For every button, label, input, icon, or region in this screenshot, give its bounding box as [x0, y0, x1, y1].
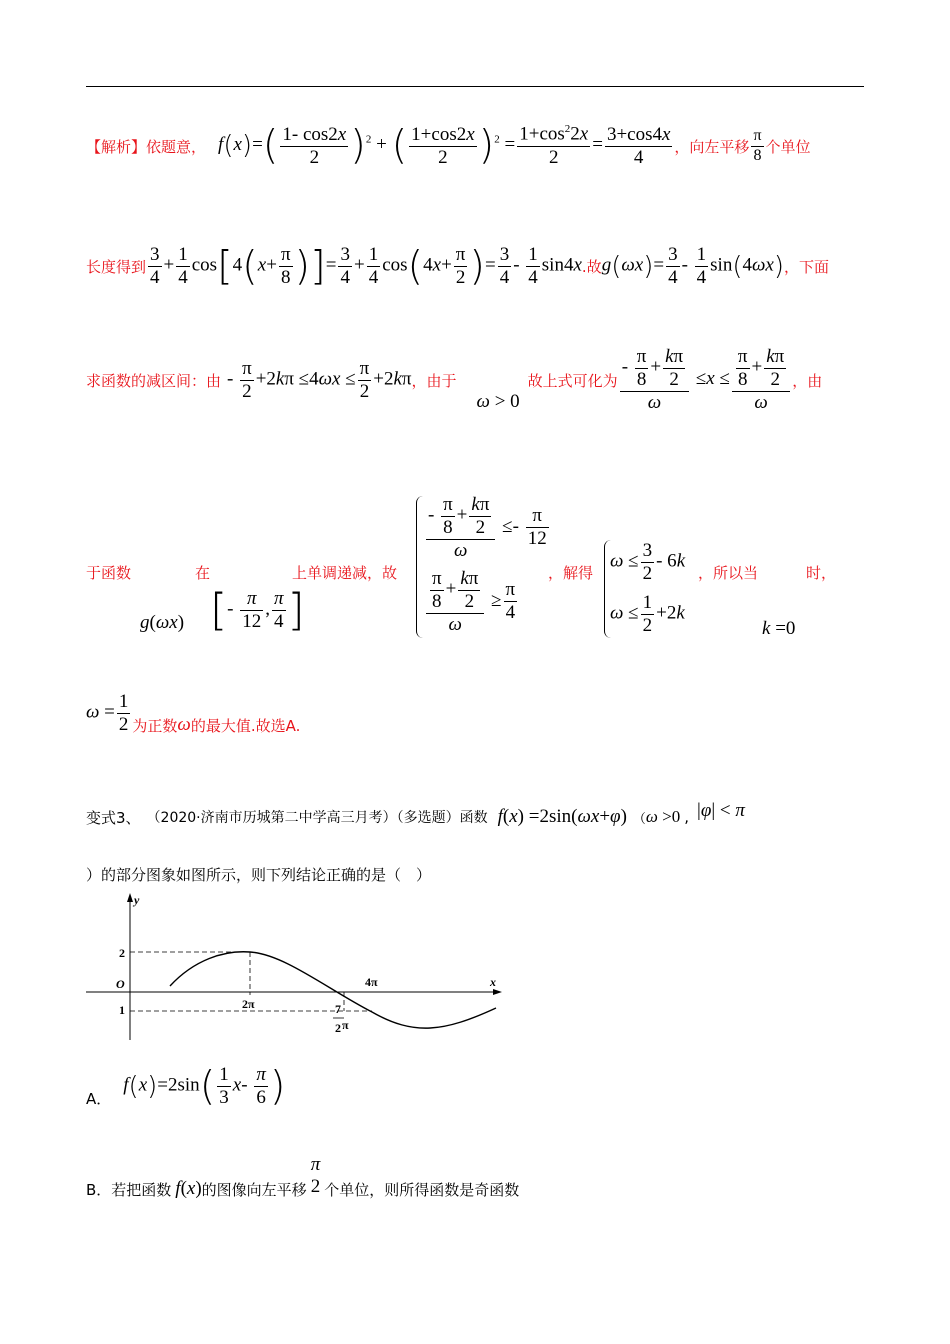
formula-system-1-top: - $\frac{\pi}{8}$ + $\frac{k\pi}{2}$ ω ≤- $\frac{\pi}{12}$ — [428, 494, 547, 561]
comma: , — [684, 808, 690, 826]
x-tick-2pi: 2π — [242, 997, 255, 1011]
y-tick-2: 2 — [119, 946, 125, 960]
question-source: （2020·济南市历城第二中学高三月考）（多选题）函数 — [146, 810, 488, 826]
analysis-text: 长度得到 — [86, 257, 147, 276]
formula-k-zero: k =0 — [762, 618, 796, 639]
option-b[interactable] — [86, 1150, 519, 1200]
analysis-text: 求函数的减区间：由 — [86, 371, 222, 390]
analysis-tag: 【解析】 — [86, 137, 147, 156]
analysis-text: 时， — [806, 564, 837, 582]
y-axis-arrow-icon — [127, 893, 133, 902]
option-b-text: 的图像向左平移 — [201, 1181, 307, 1199]
question-continuation: ）的部分图象如图所示，则下列结论正确的是（ ） — [86, 866, 432, 884]
formula-omega-positive: ω > 0 — [476, 391, 520, 412]
option-b-label: B．若把函数 — [86, 1181, 172, 1199]
formula-f-expansion: f(x)=( $\frac{1- \cos 2x}{2}$ )$^2$ + ( $\frac{1+\cos 2x}{2}$ )$^2$ = $\frac{1+\cos^22x}{2}$ = $\frac{3+\cos 4x}{4}$ — [218, 123, 671, 169]
formula-system-2-top: ω ≤ $\frac{3}{2}$ - 6k — [610, 540, 686, 584]
formula-pi-8: $\frac{\pi}{8}$ — [753, 127, 762, 164]
analysis-text: 依题意， — [146, 137, 207, 156]
option-a[interactable] — [86, 1058, 285, 1114]
formula-interval: [- $\frac{\pi}{12}$ , $\frac{\pi}{4}$ ] — [210, 584, 305, 636]
analysis-text: 的最大值.故选A. — [190, 716, 301, 735]
x-tick-2: 2 — [335, 1021, 341, 1035]
formula-system-2-bottom: ω ≤ $\frac{1}{2}$ +2k — [610, 592, 685, 636]
analysis-text: 上单调递减，故 — [292, 564, 398, 582]
formula-omega-condition: ω >0 — [645, 807, 681, 826]
x-axis-arrow-icon — [493, 989, 502, 995]
question-line-1 — [86, 800, 745, 834]
analysis-text: 故上式可化为 — [527, 371, 618, 390]
brace-system-1 — [416, 496, 423, 638]
analysis-text: 为正数 — [132, 716, 178, 735]
paren-open: （ — [632, 811, 646, 827]
formula-x-range: - $\frac{\pi}{8}$ + $\frac{k\pi}{2}$ ω ≤x ≤ $\frac{\pi}{8}$ + $\frac{k\pi}{2}$ ω — [618, 346, 793, 414]
analysis-line-1 — [86, 116, 811, 176]
analysis-text: ，由 — [792, 371, 823, 390]
analysis-text: ，由于 — [411, 371, 457, 390]
formula-g-omega: g(ωx) — [140, 612, 185, 633]
analysis-text: ，所以当 — [698, 564, 759, 582]
formula-g: g(ωx)= $\frac{3}{4}$ - $\frac{1}{4}$ sin(4ωx) — [601, 243, 785, 288]
formula-shift: $\frac{3}{4}$ + $\frac{1}{4}$ cos[4(x+ $\frac{\pi}{8}$ )]= $\frac{3}{4}$ + $\frac{1}{4}$ cos(4x+ $\frac{\pi}{2}$ )= $\frac{3}{4}$ - $\frac{1}{4}$ sin4x — [150, 243, 582, 289]
option-a-label: A． — [86, 1089, 112, 1108]
formula-phi-condition: |φ| < π — [697, 800, 745, 821]
formula-option-a: f(x)=2sin( $\frac{1}{3}$ x- $\frac{\pi}{6}$ ) — [123, 1063, 286, 1109]
sine-curve — [170, 952, 496, 1028]
formula-decreasing: - $\frac{\pi}{2}$ +2kπ ≤4ωx ≤ $\frac{\pi}{2}$ +2kπ — [227, 357, 412, 402]
x-tick-pi: π — [342, 1018, 349, 1032]
x-axis-label: x — [490, 975, 496, 989]
y-axis-label: y — [134, 893, 140, 907]
x-tick-4pi: 4π — [365, 975, 378, 989]
analysis-line-2 — [86, 236, 829, 296]
sine-graph — [84, 890, 504, 1040]
analysis-text: ，下面 — [784, 257, 830, 276]
analysis-text: 于函数 — [86, 564, 132, 582]
formula-f-x: f(x) — [175, 1178, 202, 1199]
option-b-text-2: 个单位，则所得函数是奇函数 — [324, 1181, 520, 1199]
analysis-line-5 — [86, 686, 300, 740]
analysis-text: 在 — [195, 564, 211, 582]
analysis-text: ，解得 — [548, 564, 594, 582]
formula-omega-half: ω = $\frac{1}{2}$ — [86, 690, 129, 735]
origin-label: O — [116, 977, 125, 991]
analysis-line-3 — [86, 340, 822, 420]
formula-pi-over-2: π 2 — [310, 1154, 321, 1198]
formula-f-definition: f(x) =2sin(ωx+φ) — [497, 806, 627, 827]
question-label: 变式3、 — [86, 808, 141, 827]
formula-system-1-bottom: $\frac{\pi}{8}$ + $\frac{k\pi}{2}$ ω ≥ $\frac{\pi}{4}$ — [424, 568, 519, 636]
analysis-text: .故 — [581, 257, 602, 276]
omega-symbol: ω — [177, 714, 191, 735]
y-tick-1: 1 — [119, 1003, 125, 1017]
analysis-text: 个单位 — [765, 137, 811, 156]
x-tick-7: 7 — [335, 1002, 341, 1016]
top-rule — [86, 86, 864, 87]
analysis-text: ，向左平移 — [674, 137, 750, 156]
